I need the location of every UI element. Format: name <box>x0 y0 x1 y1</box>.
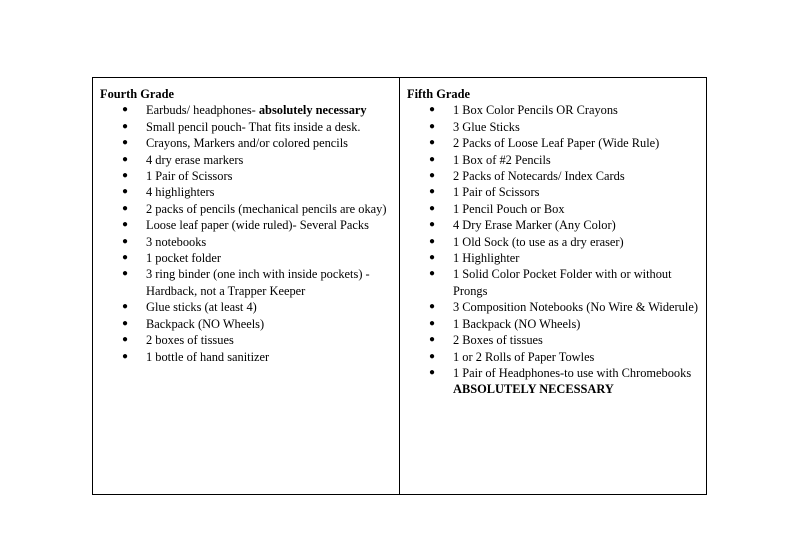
list-item-text: Crayons, Markers and/or colored pencils <box>146 136 348 151</box>
bullet-icon: ● <box>429 202 436 214</box>
list-item <box>407 332 700 348</box>
bullet-icon: ● <box>122 334 129 346</box>
bullet-icon: ● <box>122 235 129 247</box>
list-item-text: 2 boxes of tissues <box>146 333 234 348</box>
list-item <box>407 299 700 315</box>
list-item-text: 3 Composition Notebooks (No Wire & Widerule) <box>453 300 698 315</box>
list-item-text: 1 Pair of Scissors <box>146 169 233 184</box>
list-item <box>100 250 393 266</box>
bullet-icon: ● <box>429 268 436 280</box>
fourth-grade-list <box>100 102 393 365</box>
list-item <box>100 217 393 233</box>
list-item-text: 3 Glue Sticks <box>453 119 520 134</box>
bullet-icon: ● <box>122 219 129 231</box>
list-item-text: 1 Pair of Headphones-to use with Chromebooks <box>453 365 692 380</box>
list-item <box>407 365 700 398</box>
list-item-text: 4 Dry Erase Marker (Any Color) <box>453 218 616 233</box>
list-item <box>100 135 393 151</box>
list-item-text: 1 Pair of Scissors <box>453 185 540 200</box>
list-item <box>407 234 700 250</box>
list-item-text: 1 Backpack (NO Wheels) <box>453 316 581 331</box>
list-item <box>407 316 700 332</box>
list-item <box>100 316 393 332</box>
list-item <box>100 119 393 135</box>
list-item <box>100 266 393 299</box>
bullet-icon: ● <box>122 268 129 280</box>
bullet-icon: ● <box>429 350 436 362</box>
list-item <box>407 266 700 299</box>
list-item-text: Backpack (NO Wheels) <box>146 316 265 331</box>
list-item <box>100 234 393 250</box>
list-item <box>407 349 700 365</box>
bullet-icon: ● <box>429 317 436 329</box>
list-item-emphasis: ABSOLUTELY NECESSARY <box>453 382 614 397</box>
list-item-text: 1 Box of #2 Pencils <box>453 152 551 167</box>
list-item <box>100 102 393 118</box>
bullet-icon: ● <box>122 202 129 214</box>
list-item-text: 2 Packs of Notecards/ Index Cards <box>453 169 625 184</box>
list-item-text: Glue sticks (at least 4) <box>146 300 257 315</box>
list-item <box>407 217 700 233</box>
list-item-text: 3 ring binder (one inch with inside pockets) - Hardback, not a Trapper Keeper <box>146 267 370 298</box>
bullet-icon: ● <box>122 170 129 182</box>
bullet-icon: ● <box>429 301 436 313</box>
list-item-text: Earbuds/ headphones- <box>146 103 259 118</box>
fifth-grade-column <box>400 78 706 494</box>
bullet-icon: ● <box>429 334 436 346</box>
list-item <box>100 299 393 315</box>
bullet-icon: ● <box>429 120 436 132</box>
bullet-icon: ● <box>429 219 436 231</box>
list-item <box>100 184 393 200</box>
bullet-icon: ● <box>429 252 436 264</box>
list-item-text: 4 dry erase markers <box>146 152 244 167</box>
list-item-text: 1 Box Color Pencils OR Crayons <box>453 103 618 118</box>
list-item-text: 2 Boxes of tissues <box>453 333 543 348</box>
bullet-icon: ● <box>429 366 436 378</box>
list-item-text: Loose leaf paper (wide ruled)- Several Packs <box>146 218 369 233</box>
bullet-icon: ● <box>122 317 129 329</box>
list-item-text: 4 highlighters <box>146 185 215 200</box>
fifth-grade-heading: Fifth Grade <box>407 87 470 101</box>
list-item-text: 1 pocket folder <box>146 251 222 266</box>
list-item <box>100 152 393 168</box>
fourth-grade-column <box>93 78 400 494</box>
list-item <box>407 119 700 135</box>
list-item <box>100 349 393 365</box>
list-item-text: 1 Solid Color Pocket Folder with or without Prongs <box>453 267 672 298</box>
bullet-icon: ● <box>122 137 129 149</box>
list-item <box>407 201 700 217</box>
bullet-icon: ● <box>429 170 436 182</box>
bullet-icon: ● <box>122 153 129 165</box>
list-item-text: 1 Old Sock (to use as a dry eraser) <box>453 234 624 249</box>
bullet-icon: ● <box>122 350 129 362</box>
list-item-emphasis: absolutely necessary <box>258 103 367 118</box>
list-item-text: 3 notebooks <box>146 234 207 249</box>
list-item <box>407 250 700 266</box>
bullet-icon: ● <box>122 301 129 313</box>
supply-list-table <box>92 77 707 495</box>
list-item-text: 1 Highlighter <box>453 251 520 266</box>
list-item <box>100 332 393 348</box>
list-item-text: Small pencil pouch- That fits inside a desk. <box>146 119 361 134</box>
list-item <box>407 152 700 168</box>
list-item <box>100 168 393 184</box>
bullet-icon: ● <box>429 104 436 116</box>
bullet-icon: ● <box>122 252 129 264</box>
list-item-text: 2 Packs of Loose Leaf Paper (Wide Rule) <box>453 136 660 151</box>
list-item-text: 2 packs of pencils (mechanical pencils are okay) <box>146 201 387 216</box>
bullet-icon: ● <box>429 137 436 149</box>
bullet-icon: ● <box>122 120 129 132</box>
bullet-icon: ● <box>429 235 436 247</box>
fifth-grade-list <box>407 102 700 397</box>
list-item <box>407 184 700 200</box>
fourth-grade-heading: Fourth Grade <box>100 87 174 101</box>
list-item <box>407 135 700 151</box>
list-item-text: 1 bottle of hand sanitizer <box>146 349 270 364</box>
bullet-icon: ● <box>429 153 436 165</box>
list-item <box>407 168 700 184</box>
list-item-text: 1 Pencil Pouch or Box <box>453 201 565 216</box>
bullet-icon: ● <box>429 186 436 198</box>
bullet-icon: ● <box>122 104 129 116</box>
list-item <box>100 201 393 217</box>
list-item <box>407 102 700 118</box>
list-item-text: 1 or 2 Rolls of Paper Towles <box>453 349 595 364</box>
bullet-icon: ● <box>122 186 129 198</box>
